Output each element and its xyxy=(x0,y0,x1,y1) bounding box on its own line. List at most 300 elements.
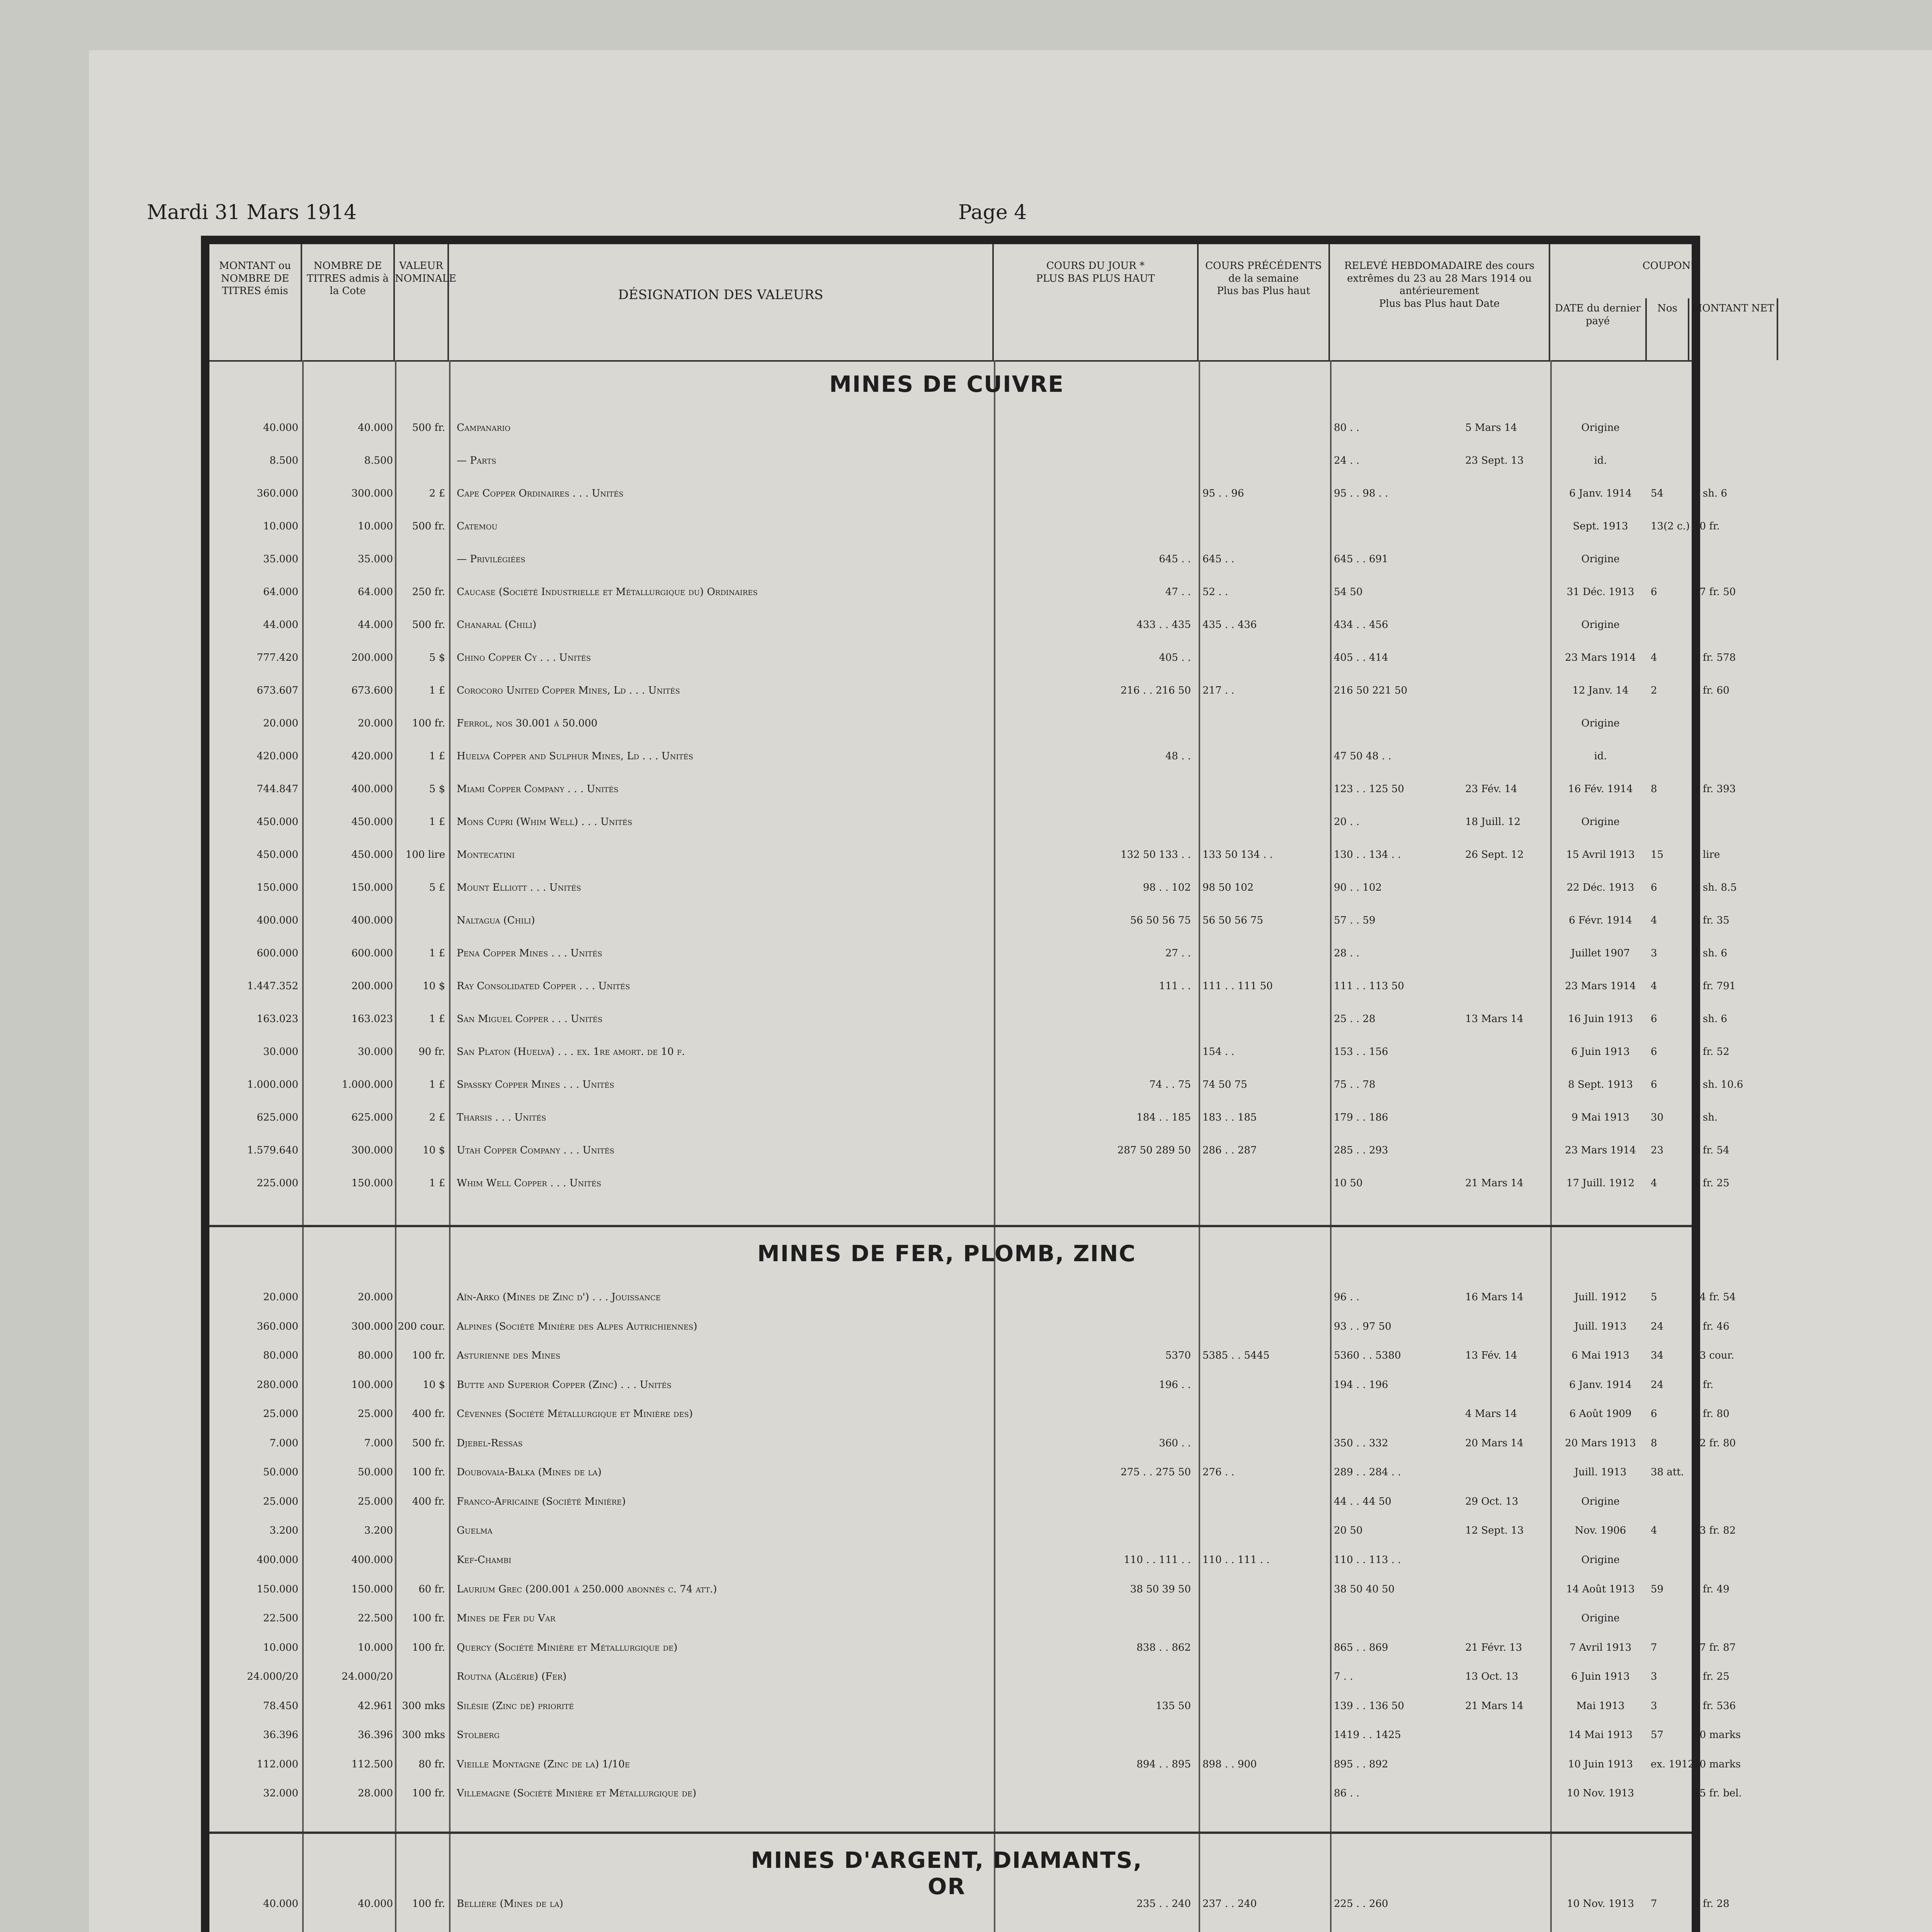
cell-cours-jour: 216 . . 216 50 xyxy=(1121,685,1191,696)
cell-designation: Huelva Copper and Sulphur Mines, Ld . . . Unités xyxy=(457,750,694,762)
cell-valeur: 100 fr. xyxy=(412,1466,445,1478)
cell-coupon-net: 5 fr. 536 xyxy=(1693,1700,1736,1712)
table-row xyxy=(209,684,1730,697)
cell-coupon-no: 3 xyxy=(1651,1671,1657,1683)
cell-montant: 20.000 xyxy=(263,1291,298,1303)
cell-montant: 44.000 xyxy=(263,619,298,631)
cell-coupon-date: 6 Août 1909 xyxy=(1569,1408,1632,1420)
cell-nombre: 112.500 xyxy=(351,1758,393,1770)
cell-cours-prec: 111 . . 111 50 xyxy=(1202,980,1273,992)
cell-releve-date: 21 Mars 14 xyxy=(1465,1177,1524,1189)
cell-nombre: 300.000 xyxy=(351,488,393,499)
cell-coupon-no: 38 att. xyxy=(1651,1466,1684,1478)
cell-coupon-date: Juill. 1913 xyxy=(1574,1466,1627,1478)
table-row xyxy=(209,1670,1730,1683)
table-row xyxy=(209,1144,1730,1157)
cell-valeur: 200 cour. xyxy=(398,1320,445,1332)
cell-releve: 123 . . 125 50 xyxy=(1334,783,1404,795)
cell-montant: 112.000 xyxy=(257,1758,298,1770)
cell-releve: 110 . . 113 . . xyxy=(1334,1554,1401,1566)
cell-cours-prec: 74 50 75 xyxy=(1202,1079,1247,1090)
table-row xyxy=(209,1787,1742,1800)
cell-designation: Cape Copper Ordinaires . . . Unités xyxy=(457,488,624,499)
cell-coupon-net: 4 fr. 80 xyxy=(1693,1408,1730,1420)
cell-coupon-date: 6 Mai 1913 xyxy=(1571,1350,1629,1362)
cell-montant: 30.000 xyxy=(263,1046,298,1058)
cell-releve-date: 13 Oct. 13 xyxy=(1465,1671,1519,1683)
cell-valeur: 100 fr. xyxy=(412,718,445,729)
table-row xyxy=(209,717,1692,730)
cell-coupon-no: 8 xyxy=(1651,1437,1657,1449)
cell-coupon-no: 6 xyxy=(1651,1013,1657,1025)
cell-nombre: 25.000 xyxy=(358,1408,393,1420)
cell-valeur: 500 fr. xyxy=(412,520,445,532)
cell-releve-date: 13 Fév. 14 xyxy=(1465,1350,1517,1362)
cell-coupon-no: 34 xyxy=(1651,1350,1664,1362)
section-separator xyxy=(209,1832,1692,1834)
header-coupons-net: MONTANT NET xyxy=(1689,298,1778,360)
cell-montant: 450.000 xyxy=(257,849,298,861)
cell-coupon-no: 2 xyxy=(1651,685,1657,696)
cell-nombre: 673.600 xyxy=(351,685,393,696)
cell-nombre: 64.000 xyxy=(358,586,393,598)
cell-valeur: 10 $ xyxy=(423,1145,445,1156)
cell-cours-jour: 74 . . 75 xyxy=(1149,1079,1191,1090)
cell-valeur: 5 $ xyxy=(429,783,445,795)
running-head xyxy=(147,201,1847,236)
cell-releve: 10 50 xyxy=(1334,1177,1363,1189)
cell-nombre: 40.000 xyxy=(358,1898,393,1910)
cell-montant: 600.000 xyxy=(257,947,298,959)
cell-nombre: 40.000 xyxy=(358,422,393,434)
cell-coupon-net: 1 sh. 10.6 xyxy=(1693,1079,1743,1090)
cell-cours-jour: 275 . . 275 50 xyxy=(1121,1466,1191,1478)
cell-coupon-no: 24 xyxy=(1651,1379,1664,1391)
cell-cours-jour: 645 . . xyxy=(1159,553,1191,565)
cell-coupon-net: 0 fr. 60 xyxy=(1693,685,1730,696)
cell-montant: 25.000 xyxy=(263,1495,298,1507)
cell-coupon-net: 8 sh. xyxy=(1693,1112,1718,1123)
cell-nombre: 44.000 xyxy=(358,619,393,631)
table-row xyxy=(209,585,1736,599)
cell-valeur: 1 £ xyxy=(429,816,445,828)
cell-coupon-net: 53 cour. xyxy=(1693,1350,1735,1362)
cell-coupon-net: 4 fr. 25 xyxy=(1693,1671,1730,1683)
cell-nombre: 200.000 xyxy=(351,652,393,663)
cell-coupon-net: 4 fr. 52 xyxy=(1693,1046,1730,1058)
cell-coupon-date: 22 Déc. 1913 xyxy=(1566,882,1634,893)
cell-valeur: 100 fr. xyxy=(412,1350,445,1362)
cell-coupon-date: Origine xyxy=(1581,816,1620,828)
table-row xyxy=(209,1291,1736,1304)
cell-coupon-date: 23 Mars 1914 xyxy=(1565,980,1636,992)
cell-coupon-net: 37 fr. 87 xyxy=(1693,1641,1736,1653)
cell-montant: 40.000 xyxy=(263,1898,298,1910)
cell-designation: Corocoro United Copper Mines, Ld . . . Unités xyxy=(457,685,680,696)
cell-designation: — Privilégiées xyxy=(457,553,526,565)
cell-coupon-no: 57 xyxy=(1651,1729,1664,1741)
cell-releve: 111 . . 113 50 xyxy=(1334,980,1404,992)
cell-designation: Naltagua (Chili) xyxy=(457,915,535,926)
cell-valeur: 100 fr. xyxy=(412,1612,445,1624)
cell-coupon-date: 17 Juill. 1912 xyxy=(1566,1177,1635,1189)
cell-designation: Stolberg xyxy=(457,1729,500,1741)
cell-coupon-net: 7 lire xyxy=(1693,849,1720,861)
table-row xyxy=(209,947,1727,960)
table-row xyxy=(209,1111,1718,1124)
cell-montant: 1.447.352 xyxy=(247,980,298,992)
cell-coupon-date: id. xyxy=(1594,750,1607,762)
cell-coupon-date: 6 Janv. 1914 xyxy=(1569,488,1632,499)
table-row xyxy=(209,750,1692,763)
cell-coupon-date: 23 Mars 1914 xyxy=(1565,1145,1636,1156)
cell-coupon-date: id. xyxy=(1594,455,1607,466)
table-row xyxy=(209,1078,1743,1091)
cell-releve-date: 18 Juill. 12 xyxy=(1465,816,1521,828)
cell-designation: Bellière (Mines de la) xyxy=(457,1898,563,1910)
cell-coupon-date: 14 Août 1913 xyxy=(1566,1583,1635,1595)
cell-cours-prec: 435 . . 436 xyxy=(1202,619,1257,631)
cell-releve-date: 5 Mars 14 xyxy=(1465,422,1517,434)
header-nombre: NOMBRE DE TITRES admis à la Cote xyxy=(302,244,395,360)
cell-nombre: 625.000 xyxy=(351,1112,393,1123)
cell-nombre: 450.000 xyxy=(351,849,393,861)
table-row xyxy=(209,651,1736,664)
cell-montant: 3.200 xyxy=(269,1525,298,1537)
cell-cours-prec: 276 . . xyxy=(1202,1466,1235,1478)
cell-valeur: 10 $ xyxy=(423,1379,445,1391)
cell-montant: 40.000 xyxy=(263,422,298,434)
table-header xyxy=(209,244,1774,362)
cell-cours-jour: 135 50 xyxy=(1156,1700,1191,1712)
cell-designation: Routna (Algérie) (Fer) xyxy=(457,1671,567,1683)
cell-releve: 20 . . xyxy=(1334,816,1360,828)
cell-coupon-date: 6 Janv. 1914 xyxy=(1569,1379,1632,1391)
cell-nombre: 42.961 xyxy=(358,1700,393,1712)
cell-designation: Tharsis . . . Unités xyxy=(457,1112,546,1123)
cell-valeur: 60 fr. xyxy=(418,1583,445,1595)
cell-valeur: 1 £ xyxy=(429,1013,445,1025)
cell-releve-date: 20 Mars 14 xyxy=(1465,1437,1524,1449)
header-valeur: VALEUR NOMINALE xyxy=(395,244,449,360)
cell-cours-prec: 98 50 102 xyxy=(1202,882,1254,893)
cell-cours-prec: 217 . . xyxy=(1202,685,1235,696)
cell-designation: Mons Cupri (Whim Well) . . . Unités xyxy=(457,816,633,828)
cell-coupon-date: 16 Juin 1913 xyxy=(1568,1013,1633,1025)
cell-coupon-date: Juill. 1913 xyxy=(1574,1320,1627,1332)
cell-releve: 350 . . 332 xyxy=(1334,1437,1388,1449)
cell-montant: 20.000 xyxy=(263,718,298,729)
cell-nombre: 450.000 xyxy=(351,816,393,828)
cell-montant: 360.000 xyxy=(257,1320,298,1332)
cell-coupon-net: 3 fr. 54 xyxy=(1693,1145,1730,1156)
cell-coupon-date: 10 Nov. 1913 xyxy=(1566,1898,1634,1910)
cell-cours-jour: 111 . . xyxy=(1159,980,1191,992)
table-row xyxy=(209,1349,1735,1362)
cell-montant: 150.000 xyxy=(257,882,298,893)
table-row xyxy=(209,1012,1727,1026)
cell-valeur: 400 fr. xyxy=(412,1495,445,1507)
cell-releve: 28 . . xyxy=(1334,947,1360,959)
cell-releve: 405 . . 414 xyxy=(1334,652,1388,663)
cell-valeur: 300 mks xyxy=(402,1729,445,1741)
cell-nombre: 28.000 xyxy=(358,1787,393,1799)
cell-montant: 50.000 xyxy=(263,1466,298,1478)
cell-coupon-date: 12 Janv. 14 xyxy=(1572,685,1629,696)
cell-designation: Catemou xyxy=(457,520,498,532)
cell-designation: Laurium Grec (200.001 à 250.000 abonnés c. 74 att.) xyxy=(457,1583,717,1595)
cell-cours-jour: 360 . . xyxy=(1159,1437,1191,1449)
cell-coupon-date: 15 Avril 1913 xyxy=(1566,849,1635,861)
cell-designation: Chanaral (Chili) xyxy=(457,619,537,631)
cell-cours-prec: 56 50 56 75 xyxy=(1202,915,1264,926)
cell-releve: 5360 . . 5380 xyxy=(1334,1350,1401,1362)
cell-cours-prec: 154 . . xyxy=(1202,1046,1235,1058)
cell-nombre: 20.000 xyxy=(358,718,393,729)
cell-designation: Whim Well Copper . . . Unités xyxy=(457,1177,601,1189)
cell-valeur: 5 $ xyxy=(429,652,445,663)
cell-designation: Cévennes (Société Métallurgique et Minière des) xyxy=(457,1408,693,1420)
cell-montant: 78.450 xyxy=(263,1700,298,1712)
table-row xyxy=(209,1641,1736,1654)
cell-coupon-date: Juill. 1912 xyxy=(1574,1291,1627,1303)
cell-releve: 139 . . 136 50 xyxy=(1334,1700,1404,1712)
cell-montant: 673.607 xyxy=(257,685,298,696)
cell-coupon-net: 3 fr. 578 xyxy=(1693,652,1736,663)
cell-designation: Pena Copper Mines . . . Unités xyxy=(457,947,602,959)
cell-montant: 163.023 xyxy=(257,1013,298,1025)
cell-releve: 95 . . 98 . . xyxy=(1334,488,1388,499)
cell-nombre: 50.000 xyxy=(358,1466,393,1478)
table-row xyxy=(209,914,1730,927)
cell-coupon-net: 1 sh. 6 xyxy=(1693,947,1727,959)
cell-valeur: 1 £ xyxy=(429,947,445,959)
cell-releve: 90 . . 102 xyxy=(1334,882,1382,893)
cell-releve: 434 . . 456 xyxy=(1334,619,1388,631)
cell-montant: 8.500 xyxy=(269,455,298,466)
header-coupons-no: Nos xyxy=(1647,298,1689,360)
section-title: MINES DE FER, PLOMB, ZINC xyxy=(757,1240,1136,1267)
cell-cours-prec: 183 . . 185 xyxy=(1202,1112,1257,1123)
cell-nombre: 400.000 xyxy=(351,783,393,795)
cell-valeur: 1 £ xyxy=(429,1177,445,1189)
cell-coupon-net: 17 fr. 50 xyxy=(1693,586,1736,598)
cell-valeur: 80 fr. xyxy=(418,1758,445,1770)
cell-coupon-net: 22 fr. 80 xyxy=(1693,1437,1736,1449)
cell-valeur: 500 fr. xyxy=(412,1437,445,1449)
cell-cours-prec: 645 . . xyxy=(1202,553,1235,565)
cell-coupon-no: 4 xyxy=(1651,652,1657,663)
cell-releve-date: 12 Sept. 13 xyxy=(1465,1525,1524,1537)
cell-cours-prec: 898 . . 900 xyxy=(1202,1758,1257,1770)
cell-cours-prec: 95 . . 96 xyxy=(1202,488,1244,499)
table-row xyxy=(209,1466,1692,1479)
cell-valeur: 10 $ xyxy=(423,980,445,992)
table-row xyxy=(209,1524,1736,1537)
cell-coupon-date: Juillet 1907 xyxy=(1571,947,1630,959)
header-cours-jour-sub: PLUS BAS PLUS HAUT xyxy=(1036,272,1155,284)
cell-coupon-date: 20 Mars 1913 xyxy=(1565,1437,1636,1449)
cell-releve: 25 . . 28 xyxy=(1334,1013,1376,1025)
cell-coupon-date: Origine xyxy=(1581,422,1620,434)
cell-valeur: 5 £ xyxy=(429,882,445,893)
cell-coupon-no: 23 xyxy=(1651,1145,1664,1156)
cell-nombre: 400.000 xyxy=(351,1554,393,1566)
cell-coupon-net: 2 fr. 35 xyxy=(1693,915,1730,926)
cell-coupon-no: 54 xyxy=(1651,488,1664,499)
cell-releve: 93 . . 97 50 xyxy=(1334,1320,1391,1332)
cell-cours-jour: 56 50 56 75 xyxy=(1130,915,1191,926)
cell-designation: — Parts xyxy=(457,455,497,466)
cell-coupon-no: 6 xyxy=(1651,1079,1657,1090)
cell-nombre: 22.500 xyxy=(358,1612,393,1624)
table-row xyxy=(209,1437,1736,1450)
cell-coupon-net: 1 fr. 49 xyxy=(1693,1583,1730,1595)
cell-designation: Aïn-Arko (Mines de Zinc d') . . . Jouissance xyxy=(457,1291,661,1303)
cell-nombre: 150.000 xyxy=(351,882,393,893)
cell-coupon-no: 3 xyxy=(1651,1700,1657,1712)
cell-valeur: 1 £ xyxy=(429,750,445,762)
cell-nombre: 7.000 xyxy=(364,1437,393,1449)
cell-cours-jour: 132 50 133 . . xyxy=(1121,849,1191,861)
cell-nombre: 25.000 xyxy=(358,1495,393,1507)
cell-releve-date: 21 Févr. 13 xyxy=(1465,1641,1522,1653)
cell-cours-prec: 52 . . xyxy=(1202,586,1228,598)
table-row xyxy=(209,1897,1730,1910)
cell-montant: 1.579.640 xyxy=(247,1145,298,1156)
cell-releve-date: 13 Mars 14 xyxy=(1465,1013,1524,1025)
cell-coupon-no: 6 xyxy=(1651,1408,1657,1420)
cell-designation: Vieille Montagne (Zinc de la) 1/10e xyxy=(457,1758,630,1770)
cell-coupon-date: Sept. 1913 xyxy=(1573,520,1628,532)
cell-designation: Campanario xyxy=(457,422,510,434)
table-row xyxy=(209,1407,1730,1420)
table-row xyxy=(209,1612,1692,1625)
cell-nombre: 100.000 xyxy=(351,1379,393,1391)
cell-coupon-net: 1 sh. 6 xyxy=(1693,1013,1727,1025)
cell-designation: San Platon (Huelva) . . . ex. 1re amort. de 10 f. xyxy=(457,1046,685,1058)
cell-montant: 150.000 xyxy=(257,1583,298,1595)
cell-montant: 32.000 xyxy=(263,1787,298,1799)
cell-nombre: 20.000 xyxy=(358,1291,393,1303)
cell-cours-jour: 48 . . xyxy=(1165,750,1191,762)
cell-cours-jour: 433 . . 435 xyxy=(1136,619,1191,631)
cell-montant: 64.000 xyxy=(263,586,298,598)
cell-releve: 38 50 40 50 xyxy=(1334,1583,1395,1595)
cell-coupon-date: 6 Juin 1913 xyxy=(1571,1046,1630,1058)
cell-designation: Ray Consolidated Copper . . . Unités xyxy=(457,980,630,992)
header-montant: MONTANT ou NOMBRE DE TITRES émis xyxy=(209,244,302,360)
cell-valeur: 1 £ xyxy=(429,1079,445,1090)
cell-cours-jour: 5370 xyxy=(1165,1350,1191,1362)
cell-coupon-no: 8 xyxy=(1651,783,1657,795)
cell-coupon-no: 4 xyxy=(1651,1525,1657,1537)
cell-designation: Ferrol, nos 30.001 à 50.000 xyxy=(457,718,598,729)
cell-coupon-date: Origine xyxy=(1581,1612,1620,1624)
cell-designation: Silésie (Zinc de) priorité xyxy=(457,1700,574,1712)
cell-designation: Alpines (Société Minière des Alpes Autrichiennes) xyxy=(457,1320,697,1332)
cell-coupon-no: 30 xyxy=(1651,1112,1664,1123)
cell-nombre: 163.023 xyxy=(351,1013,393,1025)
cell-nombre: 200.000 xyxy=(351,980,393,992)
cell-valeur: 300 mks xyxy=(402,1700,445,1712)
cell-montant: 80.000 xyxy=(263,1350,298,1362)
cell-coupon-date: 8 Sept. 1913 xyxy=(1568,1079,1633,1090)
table-row xyxy=(209,881,1737,894)
cell-releve: 57 . . 59 xyxy=(1334,915,1376,926)
header-designation: DÉSIGNATION DES VALEURS xyxy=(449,244,994,360)
cell-coupon-no: 4 xyxy=(1651,980,1657,992)
cell-coupon-net: 13 fr. 82 xyxy=(1693,1525,1736,1537)
cell-montant: 400.000 xyxy=(257,1554,298,1566)
cell-cours-jour: 405 . . xyxy=(1159,652,1191,663)
cell-coupon-no: 6 xyxy=(1651,1046,1657,1058)
header-releve-sub: Plus bas Plus haut Date xyxy=(1379,298,1500,310)
cell-coupon-date: 14 Mai 1913 xyxy=(1568,1729,1633,1741)
running-head-date: Mardi 31 Mars 1914 xyxy=(147,201,357,224)
cell-cours-jour: 196 . . xyxy=(1159,1379,1191,1391)
cell-montant: 22.500 xyxy=(263,1612,298,1624)
cell-cours-prec: 133 50 134 . . xyxy=(1202,849,1273,861)
cell-montant: 225.000 xyxy=(257,1177,298,1189)
table-row xyxy=(209,1495,1692,1508)
cell-coupon-net: 1 fr. 25 xyxy=(1693,1177,1730,1189)
table-row xyxy=(209,1583,1730,1596)
cell-nombre: 150.000 xyxy=(351,1583,393,1595)
cell-coupon-net: 60 marks xyxy=(1693,1729,1741,1741)
cell-coupon-no: 24 xyxy=(1651,1320,1664,1332)
cell-coupon-net: 30 fr. xyxy=(1693,520,1720,532)
cell-releve: 153 . . 156 xyxy=(1334,1046,1388,1058)
cell-coupon-date: 9 Mai 1913 xyxy=(1571,1112,1629,1123)
cell-montant: 420.000 xyxy=(257,750,298,762)
cell-cours-jour: 838 . . 862 xyxy=(1136,1641,1191,1653)
cell-coupon-date: Origine xyxy=(1581,1495,1620,1507)
cell-coupon-date: 23 Mars 1914 xyxy=(1565,652,1636,663)
cell-cours-prec: 110 . . 111 . . xyxy=(1202,1554,1270,1566)
cell-coupon-date: 10 Juin 1913 xyxy=(1568,1758,1633,1770)
cell-nombre: 1.000.000 xyxy=(342,1079,393,1090)
cell-coupon-net: 5 fr. 46 xyxy=(1693,1320,1730,1332)
cell-valeur: 1 £ xyxy=(429,685,445,696)
cell-valeur: 500 fr. xyxy=(412,422,445,434)
cell-releve: 895 . . 892 xyxy=(1334,1758,1388,1770)
cell-releve: 1419 . . 1425 xyxy=(1334,1729,1401,1741)
cell-designation: Djebel-Ressas xyxy=(457,1437,523,1449)
cell-releve-date: 26 Sept. 12 xyxy=(1465,849,1524,861)
cell-cours-jour: 47 . . xyxy=(1165,586,1191,598)
cell-coupon-no: 7 xyxy=(1651,1898,1657,1910)
cell-valeur: 400 fr. xyxy=(412,1408,445,1420)
header-releve-title: RELEVÉ HEBDOMADAIRE des cours extrêmes du 23 au 28 Mars 1914 ou antérieurement xyxy=(1344,260,1535,297)
cell-montant: 36.396 xyxy=(263,1729,298,1741)
cell-coupon-date: 7 Avril 1913 xyxy=(1569,1641,1632,1653)
cell-nombre: 36.396 xyxy=(358,1729,393,1741)
cell-valeur: 100 lire xyxy=(405,849,445,861)
cell-coupon-date: 10 Nov. 1913 xyxy=(1566,1787,1634,1799)
table-row xyxy=(209,487,1727,500)
table-row xyxy=(209,553,1692,566)
table-row xyxy=(209,1553,1692,1566)
cell-cours-jour: 27 . . xyxy=(1165,947,1191,959)
cell-designation: Asturienne des Mines xyxy=(457,1350,561,1362)
cell-coupon-no: 59 xyxy=(1651,1583,1664,1595)
cell-releve-date: 23 Sept. 13 xyxy=(1465,455,1524,466)
cell-montant: 625.000 xyxy=(257,1112,298,1123)
cell-montant: 10.000 xyxy=(263,520,298,532)
table-row xyxy=(209,1728,1741,1742)
table-row xyxy=(209,1758,1741,1771)
